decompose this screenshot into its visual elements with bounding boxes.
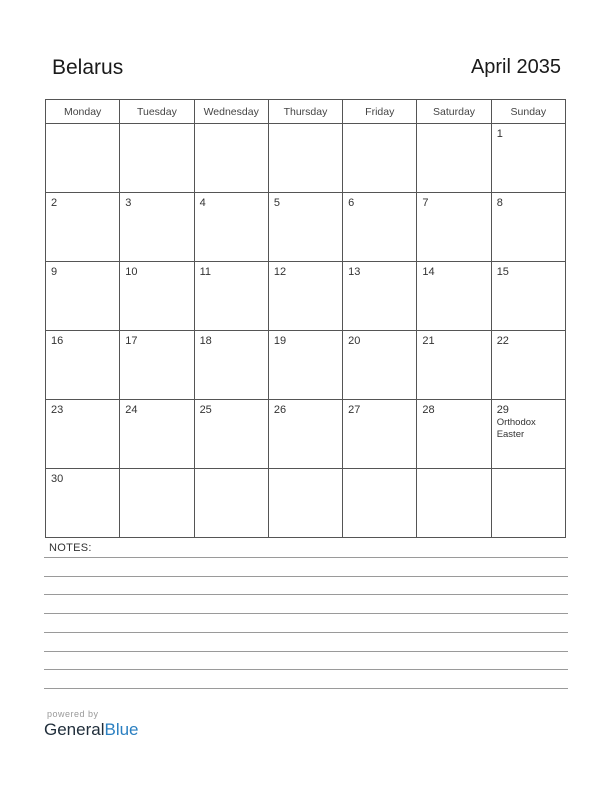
brand-logo — [44, 720, 139, 740]
day-cell — [120, 400, 194, 469]
day-number: 5 — [273, 197, 280, 209]
weekday-monday: Monday — [46, 100, 120, 124]
day-cell — [194, 331, 268, 400]
day-number: 28 — [422, 404, 435, 416]
day-cell — [417, 262, 491, 331]
day-number: 20 — [348, 335, 361, 347]
day-cell — [491, 262, 565, 331]
day-number: 17 — [125, 335, 138, 347]
day-cell — [268, 124, 342, 193]
day-cell — [491, 193, 565, 262]
day-number: 13 — [348, 266, 361, 278]
day-cell — [268, 193, 342, 262]
day-cell — [46, 331, 120, 400]
note-line — [44, 688, 568, 689]
day-cell — [491, 400, 565, 469]
week-row — [46, 124, 566, 193]
day-cell — [268, 331, 342, 400]
day-cell — [268, 469, 342, 538]
weekday-sunday: Sunday — [491, 100, 565, 124]
day-cell — [343, 193, 417, 262]
note-line — [44, 632, 568, 633]
day-number: 30 — [51, 473, 64, 485]
day-number: 1 — [496, 128, 503, 140]
day-number: 6 — [348, 197, 355, 209]
country-title: Belarus — [52, 56, 124, 79]
day-number: 3 — [125, 197, 132, 209]
note-line — [44, 557, 568, 558]
day-cell — [120, 469, 194, 538]
day-cell — [46, 262, 120, 331]
powered-by-text: powered by — [47, 709, 99, 719]
calendar-grid — [45, 99, 566, 538]
day-cell — [343, 331, 417, 400]
day-cell — [417, 469, 491, 538]
day-cell — [46, 400, 120, 469]
day-number: 9 — [51, 266, 58, 278]
day-cell — [46, 124, 120, 193]
day-cell — [417, 193, 491, 262]
weekday-header-row — [46, 100, 566, 124]
day-number: 11 — [199, 266, 211, 278]
day-cell — [491, 469, 565, 538]
day-cell — [343, 400, 417, 469]
day-cell — [417, 331, 491, 400]
day-cell — [491, 124, 565, 193]
day-number: 26 — [273, 404, 287, 416]
day-number: 4 — [199, 197, 206, 209]
week-row — [46, 469, 566, 538]
note-line — [44, 669, 568, 670]
day-cell — [46, 469, 120, 538]
day-cell — [120, 331, 194, 400]
day-number: 23 — [51, 404, 64, 416]
day-cell — [46, 193, 120, 262]
day-number: 24 — [125, 404, 138, 416]
day-cell — [194, 262, 268, 331]
weekday-tuesday: Tuesday — [120, 100, 194, 124]
week-row — [46, 400, 566, 469]
day-number: 21 — [422, 335, 435, 347]
day-number: 27 — [348, 404, 361, 416]
note-line — [44, 576, 568, 577]
day-cell — [268, 262, 342, 331]
day-cell — [194, 400, 268, 469]
day-cell — [343, 124, 417, 193]
day-cell — [268, 400, 342, 469]
week-row — [46, 331, 566, 400]
weekday-friday: Friday — [343, 100, 417, 124]
week-row — [46, 262, 566, 331]
day-number: 16 — [51, 335, 64, 347]
holiday-label: Orthodox Easter — [496, 417, 536, 440]
day-cell — [194, 193, 268, 262]
notes-label: NOTES: — [49, 542, 92, 554]
day-cell — [343, 262, 417, 331]
day-cell — [194, 124, 268, 193]
day-number: 19 — [273, 335, 287, 347]
day-number: 2 — [51, 197, 58, 209]
month-year-title: April 2035 — [470, 56, 561, 78]
day-number: 29 — [496, 404, 509, 416]
day-number: 7 — [422, 197, 429, 209]
day-cell — [120, 124, 194, 193]
day-cell — [120, 193, 194, 262]
day-number: 8 — [496, 197, 503, 209]
note-line — [44, 594, 568, 595]
brand-blue: Blue — [104, 720, 139, 739]
note-line — [44, 651, 568, 652]
day-cell — [417, 124, 491, 193]
day-number: 14 — [422, 266, 435, 278]
day-number: 22 — [496, 335, 509, 347]
weekday-thursday: Thursday — [268, 100, 342, 124]
day-cell — [194, 469, 268, 538]
day-number: 10 — [125, 266, 138, 278]
day-cell — [491, 331, 565, 400]
week-row — [46, 193, 566, 262]
day-number: 15 — [496, 266, 509, 278]
day-number: 12 — [273, 266, 287, 278]
day-cell — [343, 469, 417, 538]
weekday-wednesday: Wednesday — [194, 100, 268, 124]
day-cell — [417, 400, 491, 469]
day-number: 25 — [199, 404, 212, 416]
note-line — [44, 613, 568, 614]
day-number: 18 — [199, 335, 212, 347]
day-cell — [120, 262, 194, 331]
brand-general: General — [44, 720, 105, 739]
weekday-saturday: Saturday — [417, 100, 491, 124]
